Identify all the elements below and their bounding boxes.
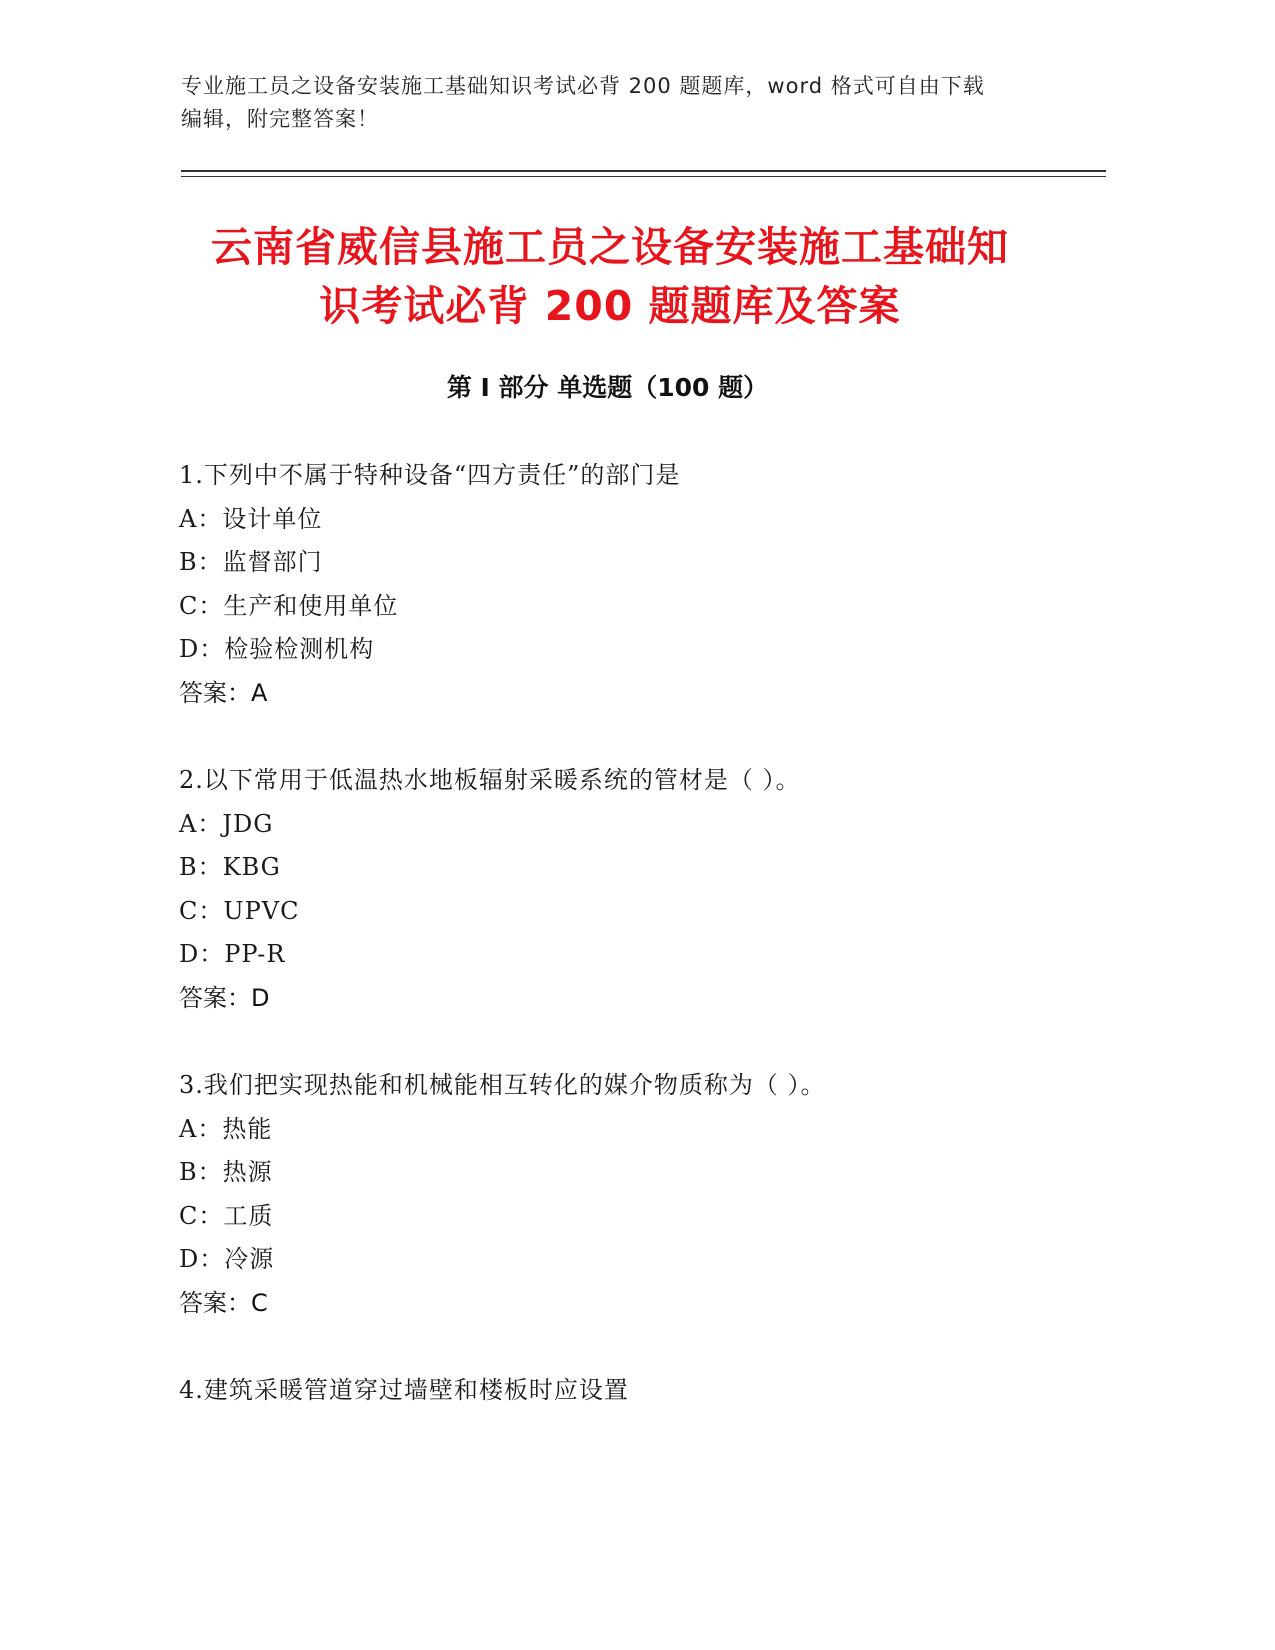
question-stem: 2.以下常用于低温热水地板辐射采暖系统的管材是（ ）。 xyxy=(179,766,801,794)
header-divider-thin xyxy=(181,176,1106,177)
answer-line: 答案：D xyxy=(179,983,270,1012)
option-d: D：检验检测机构 xyxy=(179,635,375,663)
option-d: D：冷源 xyxy=(179,1245,275,1273)
answer-line: 答案：C xyxy=(179,1288,268,1317)
header-note-line-2: 编辑，附完整答案！ xyxy=(181,107,379,131)
document-title-line-2: 识考试必背 200 题题库及答案 xyxy=(319,282,901,330)
document-title-line-1: 云南省威信县施工员之设备安装施工基础知 xyxy=(211,223,1009,271)
option-b: B：KBG xyxy=(179,853,281,881)
question-1 xyxy=(179,454,1129,715)
option-b: B：热源 xyxy=(179,1158,273,1186)
question-stem: 1.下列中不属于特种设备“四方责任”的部门是 xyxy=(179,461,681,489)
header-note xyxy=(181,70,1081,136)
option-c: C：UPVC xyxy=(179,896,300,925)
option-a: A：设计单位 xyxy=(179,504,323,533)
section-title: 第 I 部分 单选题（100 题） xyxy=(446,373,769,402)
option-c: C：生产和使用单位 xyxy=(179,591,399,620)
option-a: A：热能 xyxy=(179,1114,273,1143)
header-note-line-1: 专业施工员之设备安装施工基础知识考试必背 200 题题库，word 格式可自由下载 xyxy=(181,74,985,98)
question-stem: 4.建筑采暖管道穿过墙壁和楼板时应设置 xyxy=(179,1376,629,1404)
option-b: B：监督部门 xyxy=(179,548,323,576)
answer-line: 答案：A xyxy=(179,678,268,707)
document-title xyxy=(140,218,1080,336)
header-divider-thick xyxy=(181,170,1106,172)
question-4 xyxy=(179,1369,1129,1413)
question-3 xyxy=(179,1064,1129,1325)
question-2 xyxy=(179,759,1129,1020)
question-stem: 3.我们把实现热能和机械能相互转化的媒介物质称为（ ）。 xyxy=(179,1071,826,1099)
option-c: C：工质 xyxy=(179,1201,274,1230)
option-a: A：JDG xyxy=(179,809,274,838)
question-list xyxy=(179,454,1129,1457)
option-d: D：PP-R xyxy=(179,940,286,968)
